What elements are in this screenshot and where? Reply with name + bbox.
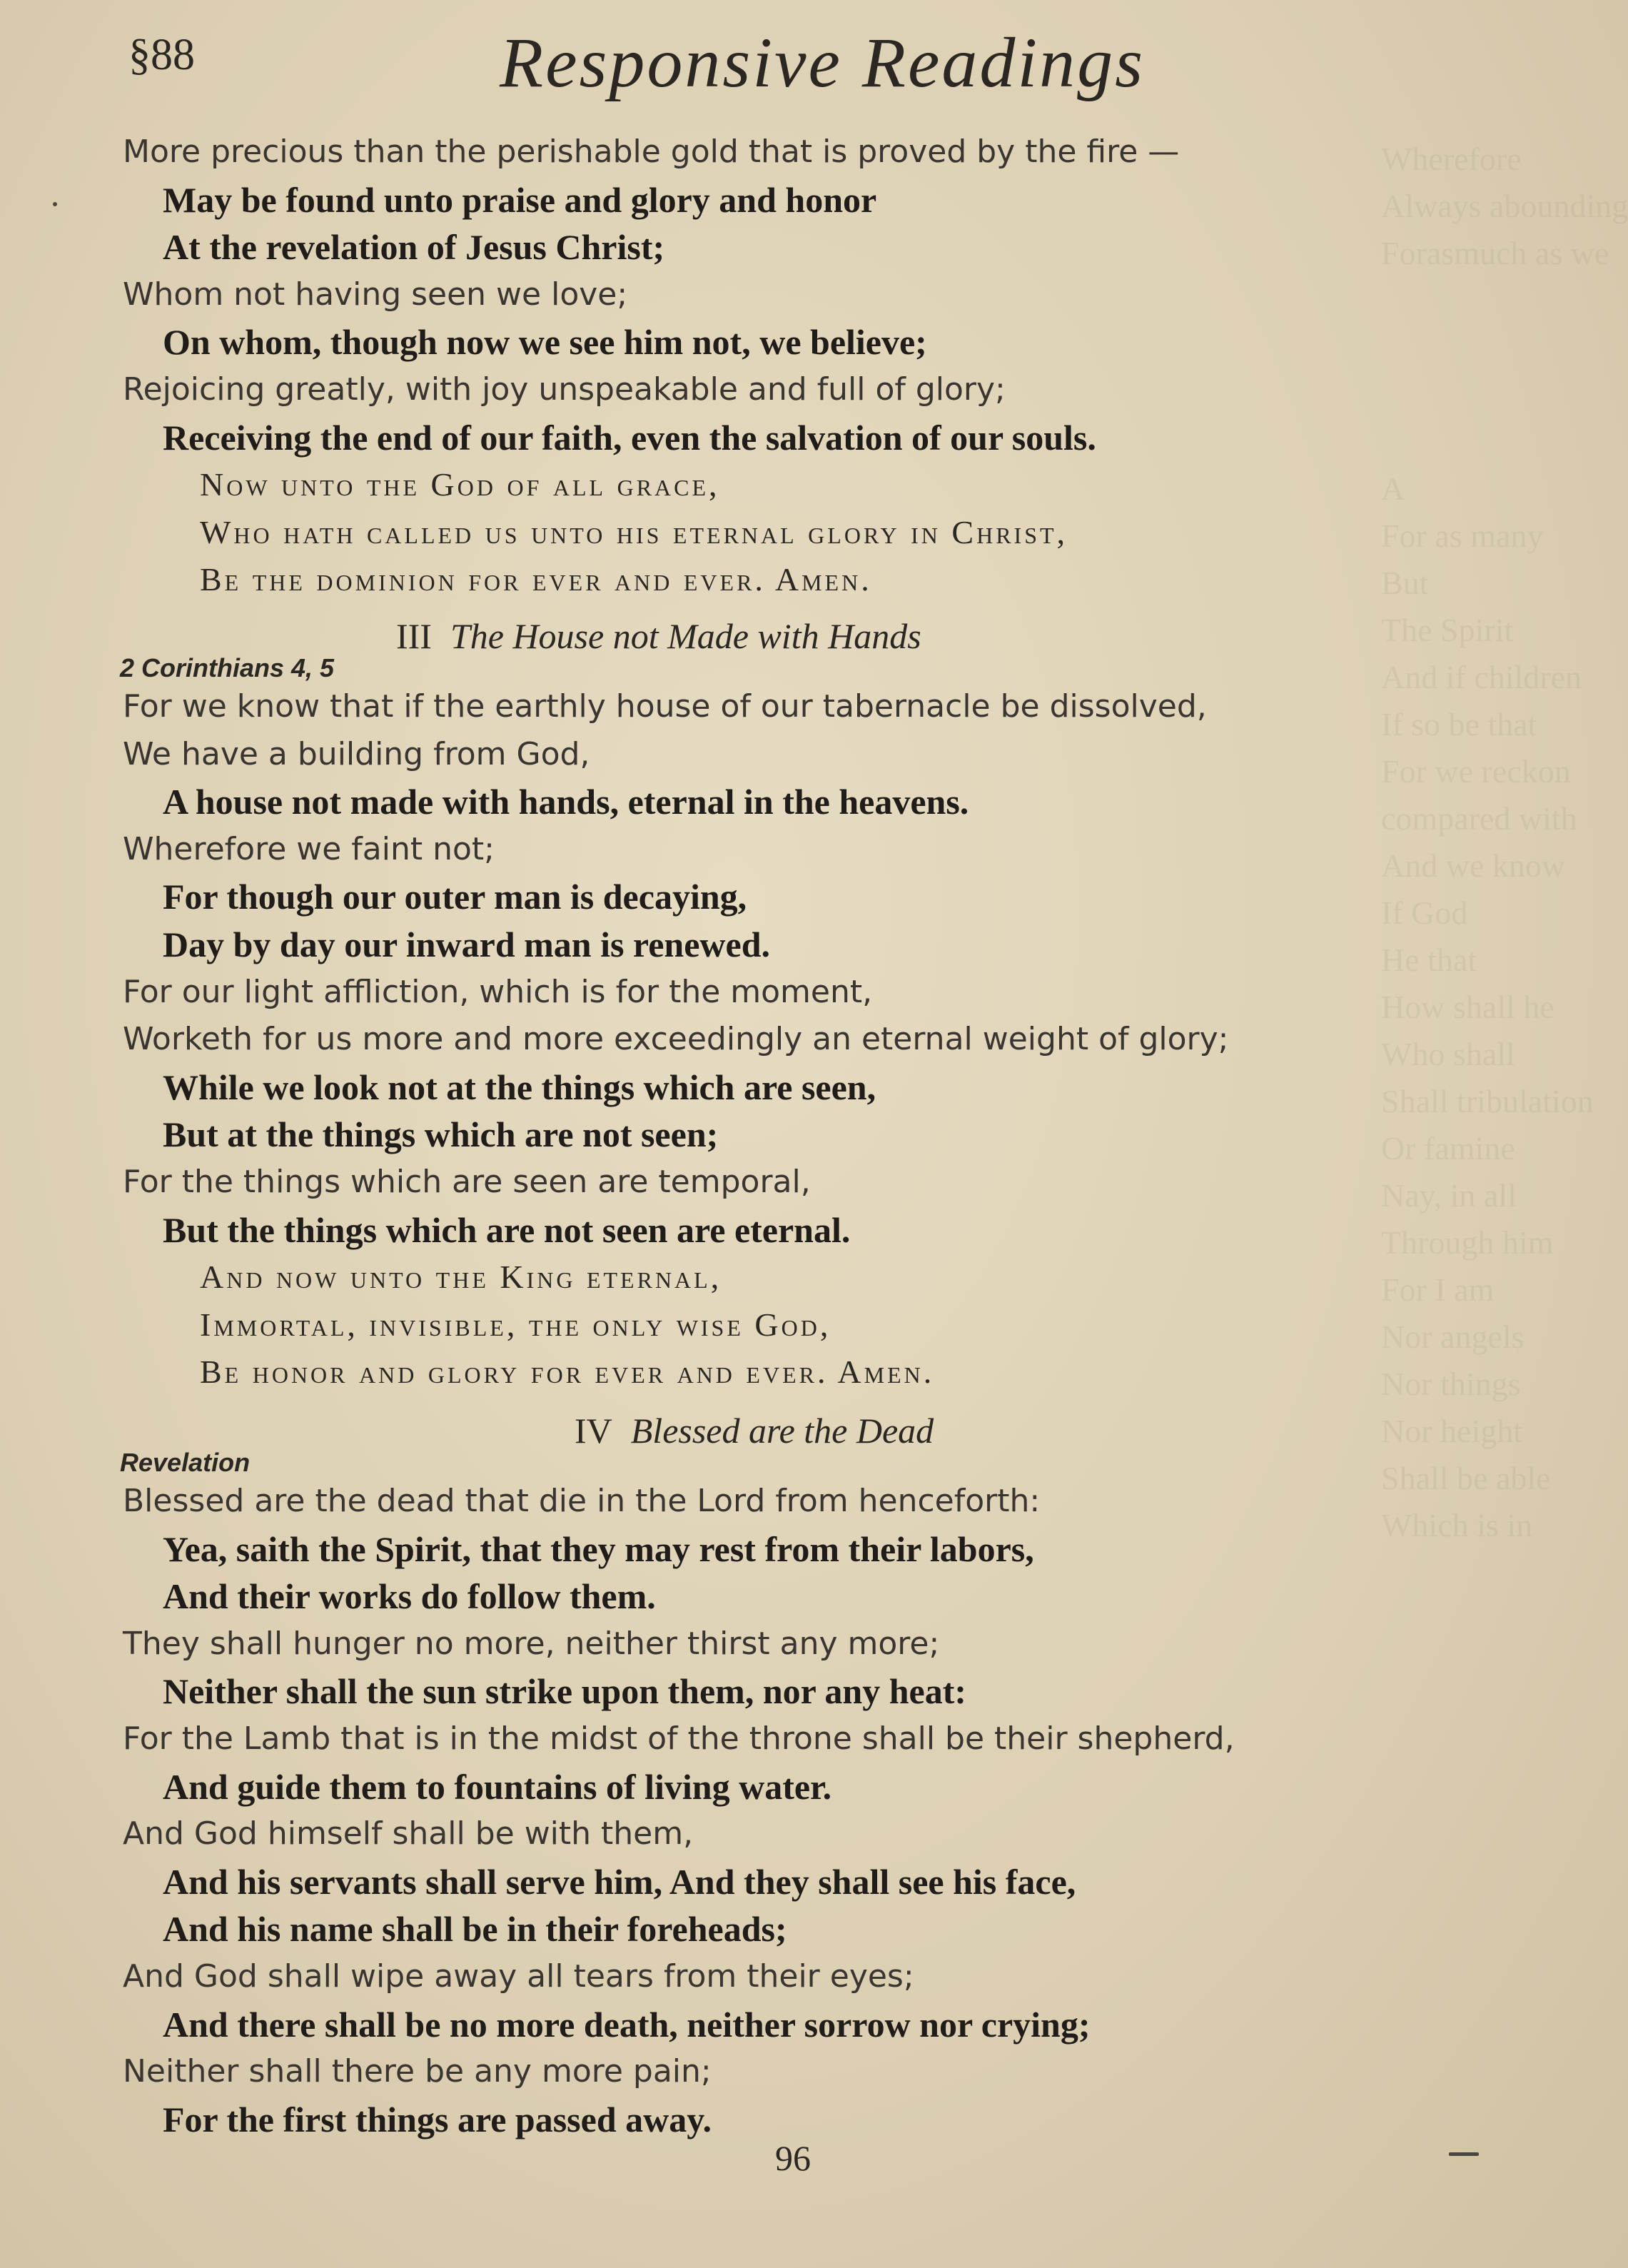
reading-line-resp: And guide them to fountains of living water. — [163, 1766, 832, 1807]
reading-line-people: For the Lamb that is in the midst of the throne shall be their shepherd, — [123, 1720, 1235, 1757]
reading-line-unison: Now unto the God of all grace, — [200, 466, 720, 503]
section-title: Blessed are the Dead — [630, 1411, 934, 1451]
reading-line-resp: May be found unto praise and glory and honor — [163, 179, 877, 220]
reading-line-unison: Immortal, invisible, the only wise God, — [200, 1306, 831, 1343]
reading-line-people: More precious than the perishable gold that is proved by the fire — — [123, 133, 1180, 170]
section-heading-iii — [396, 615, 921, 657]
reading-line-resp: But the things which are not seen are eternal. — [163, 1209, 851, 1250]
reading-line-people: Whom not having seen we love; — [123, 276, 628, 313]
reading-line-unison: Be honor and glory for ever and ever. Amen. — [200, 1354, 935, 1391]
reading-line-people: And God himself shall be with them, — [123, 1815, 694, 1853]
reading-line-people: Rejoicing greatly, with joy unspeakable and full of glory; — [123, 371, 1006, 408]
reading-line-resp: And his servants shall serve him, And they shall see his face, — [163, 1861, 1076, 1902]
scripture-reference: Revelation — [120, 1448, 251, 1477]
reading-line-resp: While we look not at the things which are seen, — [163, 1067, 876, 1107]
reading-line-resp: Receiving the end of our faith, even the salvation of our souls. — [163, 417, 1096, 458]
reading-line-resp: At the revelation of Jesus Christ; — [163, 227, 665, 268]
reading-line-resp: Day by day our inward man is renewed. — [163, 924, 771, 964]
reading-line-resp: On whom, though now we see him not, we believe; — [163, 322, 927, 363]
reading-line-unison: Who hath called us unto his eternal glory in Christ, — [200, 513, 1068, 550]
reading-line-resp: Neither shall the sun strike upon them, nor any heat: — [163, 1671, 967, 1712]
reading-line-people: For we know that if the earthly house of our tabernacle be dissolved, — [123, 688, 1207, 725]
section-numeral: III — [396, 616, 432, 656]
section-numeral: IV — [575, 1411, 612, 1451]
reading-line-resp: And his name shall be in their foreheads; — [163, 1909, 787, 1950]
reading-line-resp: And their works do follow them. — [163, 1576, 656, 1617]
reading-line-people: For our light affliction, which is for the moment, — [123, 973, 873, 1010]
reading-line-people: Wherefore we faint not; — [123, 830, 495, 867]
page-header — [0, 21, 1514, 114]
reading-line-people: We have a building from God, — [123, 735, 590, 772]
reading-line-resp: Yea, saith the Spirit, that they may rest from their labors, — [163, 1528, 1034, 1569]
print-mark — [1449, 2152, 1479, 2156]
reading-line-resp: A house not made with hands, eternal in the heavens. — [163, 782, 969, 822]
reading-line-resp: For though our outer man is decaying, — [163, 877, 747, 917]
scripture-reference: 2 Corinthians 4, 5 — [120, 653, 335, 682]
print-dot — [53, 202, 57, 206]
bleed-through-texture: Wherefore Always abounding Forasmuch as we A For as many But The Spirit And if children If so be that For we reckon compared with And we know If God He that How shall he Who shall Shall tribulation Or famine Nay, in all Through him For I am Nor angels Nor things Nor height Shall be able Which is in — [1381, 141, 1628, 1543]
running-title: Responsive Readings — [500, 23, 1146, 102]
reading-line-people: Worketh for us more and more exceedingly an eternal weight of glory; — [123, 1021, 1229, 1058]
page-number: 96 — [775, 2138, 811, 2178]
reading-line-people: They shall hunger no more, neither thirst any more; — [123, 1625, 940, 1662]
reading-line-people: Neither shall there be any more pain; — [123, 2053, 712, 2090]
reading-line-unison: And now unto the King eternal, — [200, 1259, 722, 1296]
reading-line-unison: Be the dominion for ever and ever. Amen. — [200, 561, 872, 598]
reading-line-people: For the things which are seen are temporal, — [123, 1164, 811, 1200]
section-title: The House not Made with Hands — [450, 616, 921, 656]
reading-line-resp: And there shall be no more death, neither sorrow nor crying; — [163, 2004, 1091, 2045]
section-number: §88 — [128, 31, 195, 79]
reading-line-resp: For the first things are passed away. — [163, 2099, 712, 2140]
reading-line-people: And God shall wipe away all tears from their eyes; — [123, 1958, 914, 1995]
reading-line-resp: But at the things which are not seen; — [163, 1114, 719, 1155]
section-heading-iv — [575, 1410, 934, 1451]
reading-line-people: Blessed are the dead that die in the Lord from henceforth: — [123, 1483, 1041, 1519]
